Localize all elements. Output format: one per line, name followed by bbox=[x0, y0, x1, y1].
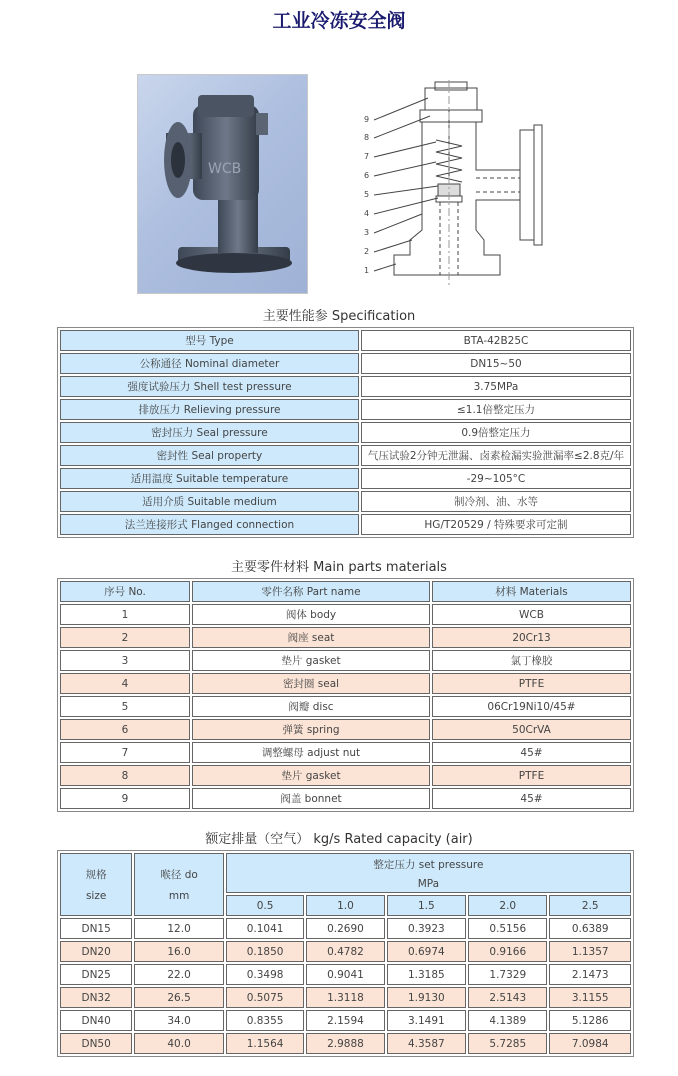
cell: 0.1850 bbox=[226, 941, 304, 962]
parts-header-no: 序号 No. bbox=[60, 581, 190, 602]
parts-row bbox=[60, 627, 631, 648]
cell: 16.0 bbox=[134, 941, 224, 962]
size-label-cn: 规格 bbox=[85, 869, 107, 881]
valve-cross-section-drawing bbox=[350, 80, 560, 286]
drawing-label-8: 8 bbox=[364, 133, 370, 142]
drawing-label-1: 1 bbox=[364, 266, 370, 275]
cell: 12.0 bbox=[134, 918, 224, 939]
spec-value: -29~105°C bbox=[361, 468, 631, 489]
spec-value: HG/T20529 / 特殊要求可定制 bbox=[361, 514, 631, 535]
parts-section-title: 主要零件材料 Main parts materials bbox=[231, 560, 447, 575]
part-no: 7 bbox=[60, 742, 190, 763]
drawing-label-7: 7 bbox=[364, 152, 370, 161]
cell: 7.0984 bbox=[549, 1033, 631, 1054]
parts-row bbox=[60, 604, 631, 625]
part-material: 20Cr13 bbox=[432, 627, 631, 648]
cell: DN15 bbox=[60, 918, 132, 939]
drawing-label-2: 2 bbox=[364, 247, 370, 256]
cell: DN20 bbox=[60, 941, 132, 962]
pressure-col: 2.0 bbox=[468, 895, 547, 916]
parts-row bbox=[60, 765, 631, 786]
cell: 0.3923 bbox=[387, 918, 466, 939]
cell: 1.1357 bbox=[549, 941, 631, 962]
set-pressure-label: 整定压力 set pressure bbox=[373, 858, 484, 871]
spec-value: 0.9倍整定压力 bbox=[361, 422, 631, 443]
set-pressure-unit: MPa bbox=[417, 877, 440, 890]
pressure-col: 1.5 bbox=[387, 895, 466, 916]
spec-label: 强度试验压力 Shell test pressure bbox=[60, 376, 359, 397]
cell: 0.2690 bbox=[306, 918, 384, 939]
spec-label: 法兰连接形式 Flanged connection bbox=[60, 514, 359, 535]
part-material: 50CrVA bbox=[432, 719, 631, 740]
part-no: 1 bbox=[60, 604, 190, 625]
part-no: 8 bbox=[60, 765, 190, 786]
spec-section-title: 主要性能参 Specification bbox=[262, 309, 416, 324]
part-material: PTFE bbox=[432, 765, 631, 786]
cell: 0.9041 bbox=[306, 964, 384, 985]
spec-row bbox=[60, 399, 631, 420]
part-material: 45# bbox=[432, 742, 631, 763]
pressure-col: 2.5 bbox=[549, 895, 631, 916]
part-no: 4 bbox=[60, 673, 190, 694]
valve-photo-illustration bbox=[138, 75, 307, 293]
cell: 26.5 bbox=[134, 987, 224, 1008]
part-name: 调整螺母 adjust nut bbox=[192, 742, 430, 763]
cell: 0.6389 bbox=[549, 918, 631, 939]
spec-value: 3.75MPa bbox=[361, 376, 631, 397]
part-no: 2 bbox=[60, 627, 190, 648]
cell: 40.0 bbox=[134, 1033, 224, 1054]
cell: 0.8355 bbox=[226, 1010, 304, 1031]
valve-photo bbox=[137, 74, 308, 294]
part-material: 氯丁橡胶 bbox=[432, 650, 631, 671]
parts-header-row bbox=[60, 581, 631, 602]
capacity-row bbox=[60, 987, 631, 1008]
capacity-header-set-pressure bbox=[226, 853, 631, 893]
spec-label: 排放压力 Relieving pressure bbox=[60, 399, 359, 420]
spec-row bbox=[60, 422, 631, 443]
capacity-table bbox=[57, 850, 634, 1057]
spec-value: 气压试验2分钟无泄漏、卤素检漏实验泄漏率≤2.8克/年 bbox=[361, 445, 631, 466]
cell: 1.7329 bbox=[468, 964, 547, 985]
part-no: 6 bbox=[60, 719, 190, 740]
capacity-row bbox=[60, 1010, 631, 1031]
cell: 1.9130 bbox=[387, 987, 466, 1008]
part-name: 弹簧 spring bbox=[192, 719, 430, 740]
parts-row bbox=[60, 719, 631, 740]
drawing-label-4: 4 bbox=[364, 209, 370, 218]
cell: 3.1491 bbox=[387, 1010, 466, 1031]
parts-header-name: 零件名称 Part name bbox=[192, 581, 430, 602]
spec-row bbox=[60, 353, 631, 374]
part-name: 阀盖 bonnet bbox=[192, 788, 430, 809]
throat-unit: mm bbox=[168, 890, 190, 902]
parts-row bbox=[60, 742, 631, 763]
spec-row bbox=[60, 491, 631, 512]
part-name: 垫片 gasket bbox=[192, 765, 430, 786]
spec-value: 制冷剂、油、水等 bbox=[361, 491, 631, 512]
spec-row bbox=[60, 468, 631, 489]
drawing-label-6: 6 bbox=[364, 171, 370, 180]
parts-row bbox=[60, 696, 631, 717]
spec-value: BTA-42B25C bbox=[361, 330, 631, 351]
part-no: 3 bbox=[60, 650, 190, 671]
spec-label: 公称通径 Nominal diameter bbox=[60, 353, 359, 374]
spec-label: 适用介质 Suitable medium bbox=[60, 491, 359, 512]
cell: 5.7285 bbox=[468, 1033, 547, 1054]
cell: 22.0 bbox=[134, 964, 224, 985]
spec-value: ≤1.1倍整定压力 bbox=[361, 399, 631, 420]
throat-label: 喉径 do bbox=[160, 869, 198, 881]
spec-value: DN15~50 bbox=[361, 353, 631, 374]
spec-table bbox=[57, 327, 634, 538]
parts-table bbox=[57, 578, 634, 812]
capacity-row bbox=[60, 964, 631, 985]
spec-label: 型号 Type bbox=[60, 330, 359, 351]
capacity-header-size bbox=[60, 853, 132, 916]
cell: 1.1564 bbox=[226, 1033, 304, 1054]
spec-label: 密封性 Seal property bbox=[60, 445, 359, 466]
capacity-row bbox=[60, 918, 631, 939]
spec-row bbox=[60, 445, 631, 466]
page-title: 工业冷冻安全阀 bbox=[272, 10, 406, 32]
part-material: 45# bbox=[432, 788, 631, 809]
part-no: 9 bbox=[60, 788, 190, 809]
cell: 0.6974 bbox=[387, 941, 466, 962]
parts-row bbox=[60, 673, 631, 694]
cell: DN25 bbox=[60, 964, 132, 985]
capacity-header-throat bbox=[134, 853, 224, 916]
cell: 2.1473 bbox=[549, 964, 631, 985]
drawing-label-9: 9 bbox=[364, 115, 370, 124]
cell: DN50 bbox=[60, 1033, 132, 1054]
capacity-section-title: 额定排量（空气） kg/s Rated capacity (air) bbox=[205, 832, 473, 847]
capacity-row bbox=[60, 941, 631, 962]
spec-row bbox=[60, 330, 631, 351]
cell: 2.1594 bbox=[306, 1010, 384, 1031]
size-label-en: size bbox=[85, 890, 107, 902]
part-name: 阀体 body bbox=[192, 604, 430, 625]
cell: 0.5156 bbox=[468, 918, 547, 939]
part-name: 阀座 seat bbox=[192, 627, 430, 648]
parts-header-material: 材料 Materials bbox=[432, 581, 631, 602]
cell: 2.9888 bbox=[306, 1033, 384, 1054]
part-no: 5 bbox=[60, 696, 190, 717]
spec-row bbox=[60, 514, 631, 535]
part-name: 密封圈 seal bbox=[192, 673, 430, 694]
cell: 1.3185 bbox=[387, 964, 466, 985]
parts-row bbox=[60, 788, 631, 809]
drawing-label-5: 5 bbox=[364, 190, 370, 199]
spec-label: 适用温度 Suitable temperature bbox=[60, 468, 359, 489]
part-material: PTFE bbox=[432, 673, 631, 694]
spec-row bbox=[60, 376, 631, 397]
capacity-row bbox=[60, 1033, 631, 1054]
cell: 0.3498 bbox=[226, 964, 304, 985]
drawing-label-3: 3 bbox=[364, 228, 370, 237]
spec-label: 密封压力 Seal pressure bbox=[60, 422, 359, 443]
svg-text:WCB: WCB bbox=[208, 161, 242, 177]
cell: 3.1155 bbox=[549, 987, 631, 1008]
pressure-col: 0.5 bbox=[226, 895, 304, 916]
cell: 34.0 bbox=[134, 1010, 224, 1031]
cell: 0.9166 bbox=[468, 941, 547, 962]
cell: 4.1389 bbox=[468, 1010, 547, 1031]
cell: DN40 bbox=[60, 1010, 132, 1031]
cell: DN32 bbox=[60, 987, 132, 1008]
cell: 1.3118 bbox=[306, 987, 384, 1008]
cell: 2.5143 bbox=[468, 987, 547, 1008]
capacity-header-row bbox=[60, 853, 631, 893]
cell: 5.1286 bbox=[549, 1010, 631, 1031]
pressure-col: 1.0 bbox=[306, 895, 384, 916]
part-material: 06Cr19Ni10/45# bbox=[432, 696, 631, 717]
part-name: 垫片 gasket bbox=[192, 650, 430, 671]
cell: 4.3587 bbox=[387, 1033, 466, 1054]
part-name: 阀瓣 disc bbox=[192, 696, 430, 717]
parts-row bbox=[60, 650, 631, 671]
part-material: WCB bbox=[432, 604, 631, 625]
cell: 0.1041 bbox=[226, 918, 304, 939]
cell: 0.4782 bbox=[306, 941, 384, 962]
cell: 0.5075 bbox=[226, 987, 304, 1008]
